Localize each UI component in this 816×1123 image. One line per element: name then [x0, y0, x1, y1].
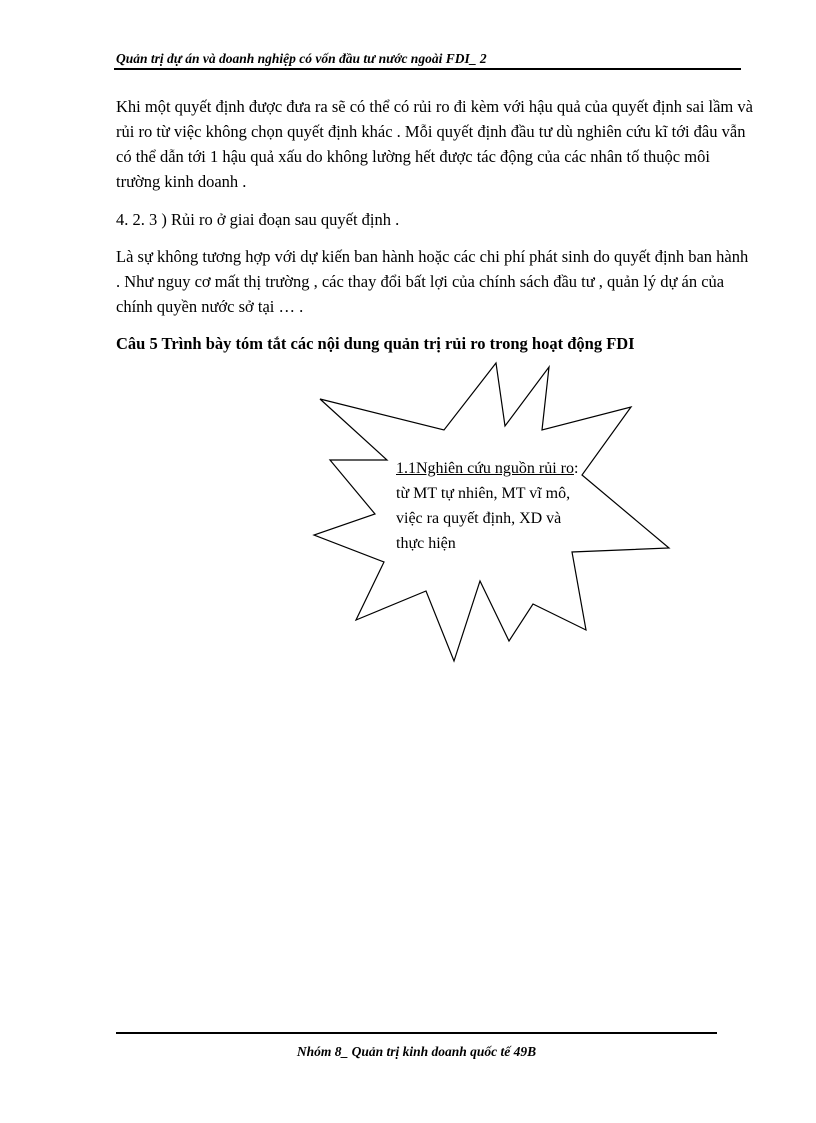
section-title: 4. 2. 3 ) Rủi ro ở giai đoạn sau quyết định .: [116, 210, 400, 229]
question-heading: Câu 5 Trình bày tóm tắt các nội dung quản trị rủi ro trong hoạt động FDI: [116, 334, 635, 353]
starburst-label: [396, 456, 592, 556]
footer-divider: [116, 1032, 717, 1034]
paragraph-decision-risk: Khi một quyết định được đưa ra sẽ có thể có rủi ro đi kèm với hậu quả của quyết định sai lầm và rủi ro từ việc không chọn quyết định khác . Mỗi quyết định đầu tư dù nghiên cứu kĩ tới đâu vẫn có thể dẫn tới 1 hậu quả xấu do không lường hết được tác động của các nhân tố thuộc môi trường kinh doanh .: [116, 97, 753, 191]
starburst-label-underlined: 1.1Nghiên cứu nguồn rủi ro: [396, 460, 574, 477]
paragraph-post-decision-risk: Là sự không tương hợp với dự kiến ban hành hoặc các chi phí phát sinh do quyết định ban hành . Như nguy cơ mất thị trường , các thay đổi bất lợi của chính sách đầu tư , quản lý dự án của chính quyền nước sở tại … .: [116, 247, 749, 316]
page-header: Quản trị dự án và doanh nghiệp có vốn đầu tư nước ngoài FDI_ 2: [116, 51, 487, 66]
starburst-label-rest: : từ MT tự nhiên, MT vĩ mô, việc ra quyết định, XD và thực hiện: [396, 460, 579, 552]
page-footer: Nhóm 8_ Quản trị kinh doanh quốc tế 49B: [296, 1044, 537, 1059]
